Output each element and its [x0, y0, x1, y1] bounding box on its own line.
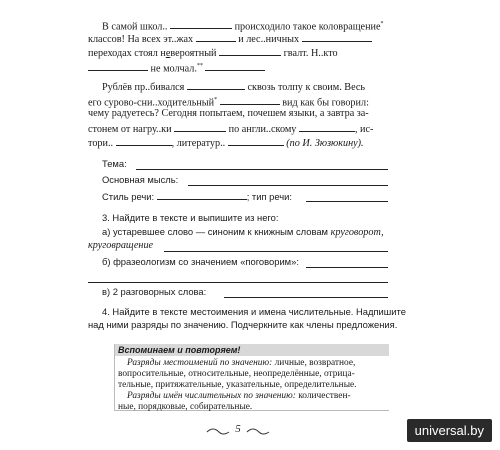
reminder-line-2: вопросительные, относительные, неопределённые, отрица- [118, 369, 355, 379]
text-line-3: переходах стоял невероятный гвалт. Н..кто [88, 48, 338, 59]
text-line-7: чему радуетесь? Сегодня попытаем, почешем языки, а завтра за- [88, 108, 369, 119]
text-line-9: тори.. , литератур.. (по И. Зюзюкину). [88, 138, 364, 149]
page-number: 5 [203, 423, 273, 435]
workbook-page [88, 14, 406, 435]
task-3a-cont: круговращение [88, 240, 154, 251]
mysl-label: Основная мысль: [102, 174, 179, 185]
task-3a: а) устаревшее слово — синоним к книжным словам круговорот, [102, 226, 384, 238]
text-line-1: В самой школ.. происходило такое коловращение* [102, 21, 384, 33]
blank[interactable] [196, 32, 236, 42]
tip-line[interactable] [306, 191, 388, 202]
blank[interactable] [88, 61, 148, 71]
mysl-line[interactable] [188, 175, 388, 186]
blank[interactable] [157, 190, 247, 200]
blank[interactable] [299, 122, 355, 132]
blank[interactable] [219, 46, 281, 56]
task-4-line-2: над ними разряды по значению. Подчеркните как члены предложения. [88, 319, 398, 330]
task-3b-line-2[interactable] [88, 272, 388, 283]
blank[interactable] [116, 136, 172, 146]
reminder-box-header: Вспоминаем и повторяем! [115, 344, 389, 356]
reminder-line-3: тельные, притяжательные, указательные, определительные. [118, 380, 357, 390]
blank[interactable] [302, 32, 372, 42]
reminder-box [114, 344, 389, 411]
task-3a-line[interactable] [164, 241, 388, 252]
task-3b-line[interactable] [306, 257, 388, 268]
blank[interactable] [205, 61, 265, 71]
stil-row: Стиль речи: ; тип речи: [102, 191, 292, 202]
blank[interactable] [174, 122, 226, 132]
blank[interactable] [220, 95, 280, 105]
reminder-line-4: Разряды имён числительных по значению: количествен- [127, 391, 351, 401]
task-3c-line[interactable] [224, 287, 388, 298]
blank[interactable] [228, 136, 284, 146]
task-4-line-1: 4. Найдите в тексте местоимения и имена числительные. Надпишите [102, 306, 406, 317]
text-line-8: стонем от нагру..ки по англи..скому , ис- [88, 124, 374, 135]
tema-line[interactable] [136, 159, 388, 170]
brand-watermark: universal.by [407, 419, 492, 442]
text-line-4: не молчал.** [88, 60, 388, 75]
tema-label: Тема: [102, 158, 127, 169]
reminder-line-5: ные, порядковые, собирательные. [118, 402, 253, 412]
text-line-2: классов! На всех эт..жах и лес..ничных [88, 32, 388, 46]
reminder-line-1: Разряды местоимений по значению: личные, возвратное, [127, 358, 356, 368]
task-3b: б) фразеологизм со значением «поговорим»: [102, 256, 299, 267]
task-3c: в) 2 разговорных слова: [102, 286, 207, 297]
text-line-5: Рублёв пр..бивался сквозь толпу к своим. Весь [102, 82, 366, 93]
text-line-6: его сурово-сни..ходительный* вид как бы говорил: [88, 97, 369, 109]
task-3: 3. Найдите в тексте и выпишите из него: [102, 212, 279, 223]
blank[interactable] [170, 19, 232, 29]
blank[interactable] [187, 80, 245, 90]
